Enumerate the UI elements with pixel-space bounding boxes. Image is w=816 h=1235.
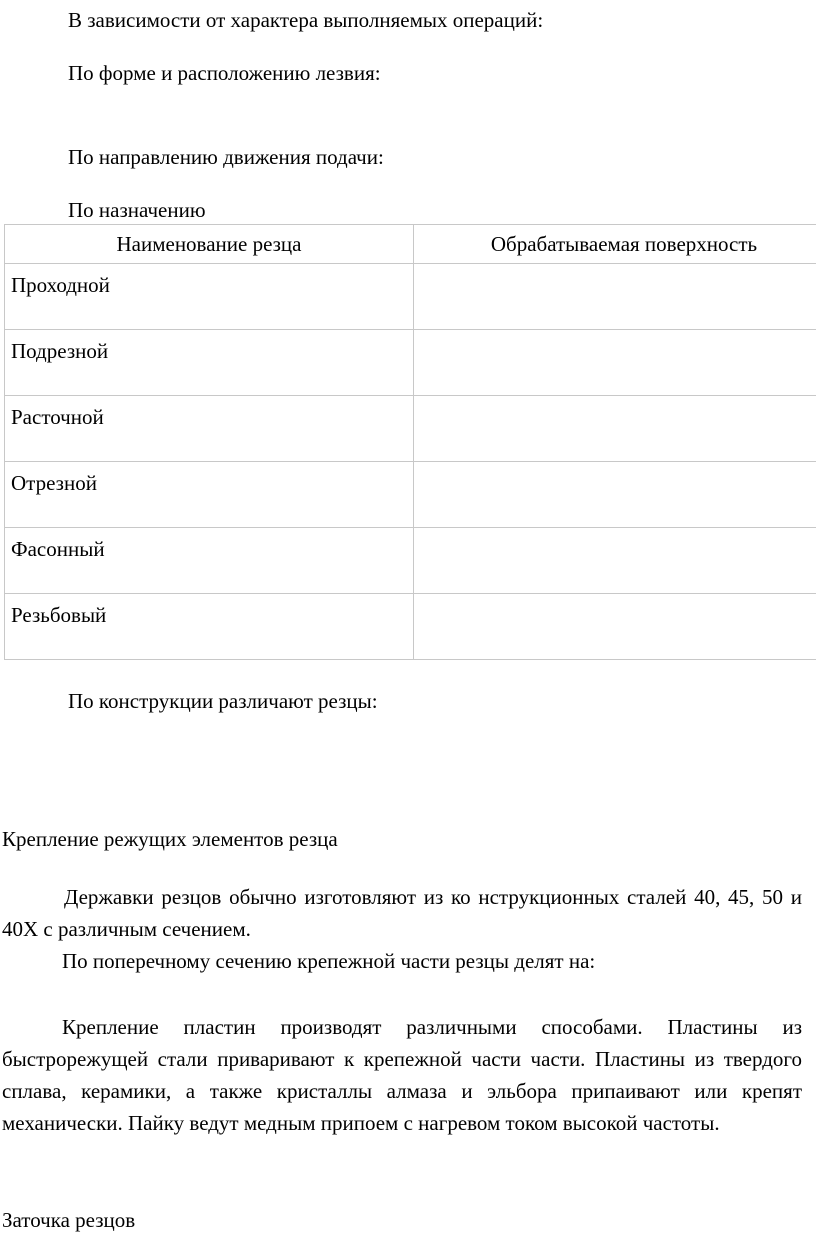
cutter-name: Расточной: [11, 405, 104, 429]
cutter-name: Отрезной: [11, 471, 97, 495]
heading-by-operations: В зависимости от характера выполняемых операций:: [68, 8, 544, 32]
surface-cell: [414, 594, 816, 660]
cutter-name: Проходной: [11, 273, 110, 297]
heading-by-blade-shape: По форме и расположению лезвия:: [68, 61, 381, 85]
cutter-name-cell: [5, 528, 414, 594]
table-header-row: [5, 225, 816, 264]
cutter-name: Резьбовый: [11, 603, 107, 627]
cutter-name-cell: [5, 462, 414, 528]
surface-cell: [414, 396, 816, 462]
table-row: [5, 528, 816, 594]
table-row: [5, 396, 816, 462]
cutter-name-cell: [5, 330, 414, 396]
table-row: [5, 264, 816, 330]
heading-by-purpose: По назначению: [68, 198, 206, 222]
cutter-types-table: [4, 224, 816, 660]
cutter-name-cell: [5, 264, 414, 330]
surface-cell: [414, 330, 816, 396]
column-header-cutter-name: Наименование резца: [5, 225, 414, 264]
heading-by-feed-direction: По направлению движения подачи:: [68, 145, 384, 169]
cross-section-line: По поперечному сечению крепежной части резцы делят на:: [62, 949, 596, 973]
plates-paragraph: Крепление пластин производят различными способами. Пластины из быстрорежущей стали приваривают к крепежной части части. Пластины из твердого сплава, керамики, а также кристаллы алмаза и эльбора припаивают или крепят механически. Пайку ведут медным припоем с нагревом током высокой частоты.: [2, 1015, 802, 1135]
table-row: [5, 462, 816, 528]
column-header-surface: Обрабатываемая поверхность: [414, 225, 816, 264]
by-design-heading: По конструкции различают резцы:: [68, 689, 378, 713]
surface-cell: [414, 264, 816, 330]
cutter-name-cell: [5, 396, 414, 462]
cutter-name: Фасонный: [11, 537, 105, 561]
holders-paragraph: Державки резцов обычно изготовляют из ко нструкционных сталей 40, 45, 50 и 40Х с различным сечением.: [2, 885, 802, 941]
cutter-name: Подрезной: [11, 339, 109, 363]
surface-cell: [414, 462, 816, 528]
table-row: [5, 330, 816, 396]
table-row: [5, 594, 816, 660]
section-title-sharpening: Заточка резцов: [2, 1208, 136, 1232]
section-title-mounting: Крепление режущих элементов резца: [2, 827, 338, 851]
cutter-name-cell: [5, 594, 414, 660]
surface-cell: [414, 528, 816, 594]
